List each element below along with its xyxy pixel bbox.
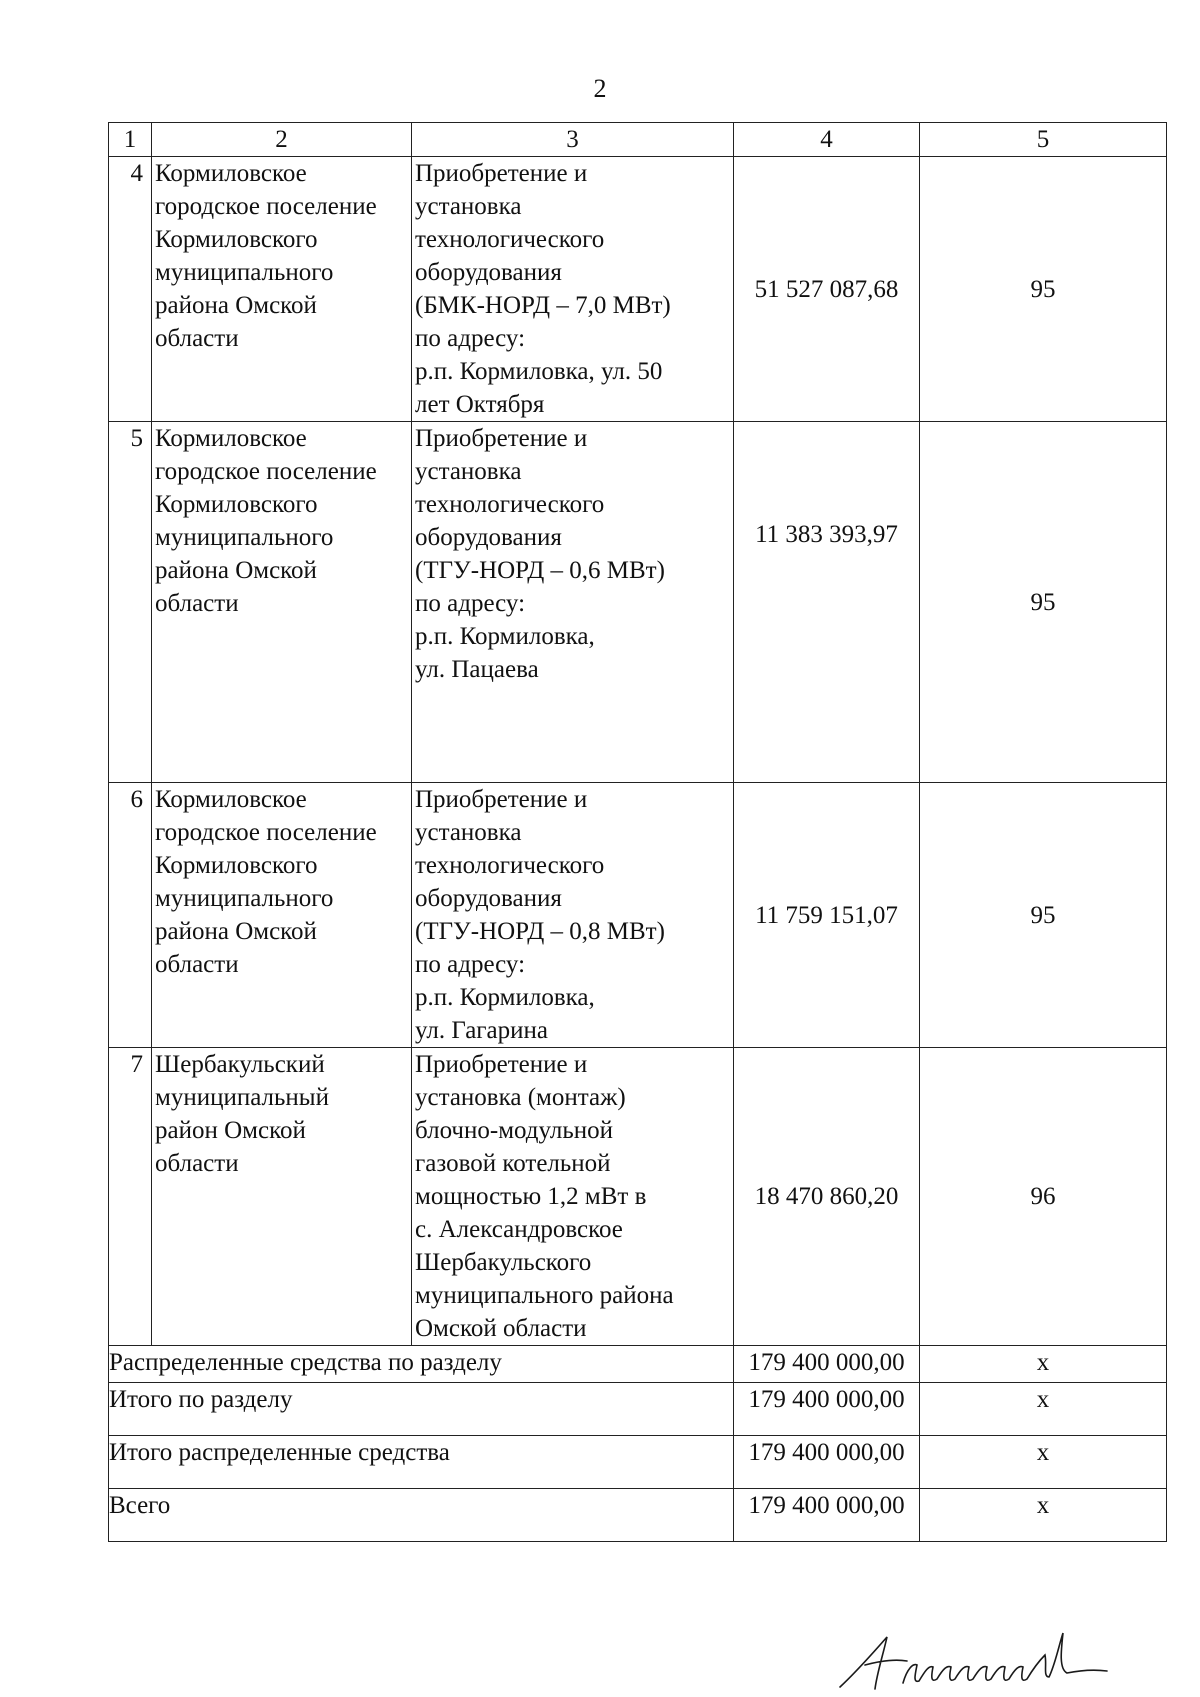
recipient-cell: Шербакульский муниципальный район Омской области: [152, 1048, 412, 1346]
summary-label: Итого по разделу: [109, 1383, 734, 1436]
header-col-2: 2: [152, 123, 412, 157]
header-col-5: 5: [920, 123, 1167, 157]
allocation-table: [108, 122, 1167, 1542]
row-number: 7: [109, 1048, 152, 1346]
share-cell: 95: [920, 783, 1167, 1048]
summary-mark: x: [920, 1436, 1167, 1489]
purpose-cell: Приобретение и установка технологического оборудования (ТГУ-НОРД – 0,6 МВт) по адресу: р.п. Кормиловка, ул. Пацаева: [412, 422, 734, 783]
share-cell: 96: [920, 1048, 1167, 1346]
table-row: [109, 422, 1167, 783]
header-col-4: 4: [734, 123, 920, 157]
table-row: [109, 783, 1167, 1048]
table-row: [109, 1048, 1167, 1346]
summary-row: [109, 1436, 1167, 1489]
amount-cell: 11 759 151,07: [734, 783, 920, 1048]
header-col-3: 3: [412, 123, 734, 157]
row-number: 6: [109, 783, 152, 1048]
summary-mark: x: [920, 1383, 1167, 1436]
share-cell: 95: [920, 157, 1167, 422]
handwritten-signature: [835, 1625, 1115, 1695]
page-number: 2: [593, 74, 607, 103]
recipient-cell: Кормиловское городское поселение Кормиловского муниципального района Омской области: [152, 157, 412, 422]
summary-amount: 179 400 000,00: [734, 1436, 920, 1489]
header-col-1: 1: [109, 123, 152, 157]
summary-mark: x: [920, 1489, 1167, 1542]
summary-row: [109, 1383, 1167, 1436]
purpose-cell: Приобретение и установка технологического оборудования (БМК-НОРД – 7,0 МВт) по адресу: р.п. Кормиловка, ул. 50 лет Октября: [412, 157, 734, 422]
summary-amount: 179 400 000,00: [734, 1346, 920, 1383]
summary-amount: 179 400 000,00: [734, 1489, 920, 1542]
share-cell: 95: [920, 422, 1167, 783]
recipient-cell: Кормиловское городское поселение Кормиловского муниципального района Омской области: [152, 422, 412, 783]
row-number: 4: [109, 157, 152, 422]
summary-row: [109, 1346, 1167, 1383]
table-header-row: [109, 123, 1167, 157]
summary-label: Распределенные средства по разделу: [109, 1346, 734, 1383]
summary-mark: x: [920, 1346, 1167, 1383]
amount-cell: 18 470 860,20: [734, 1048, 920, 1346]
summary-row: [109, 1489, 1167, 1542]
amount-cell: 51 527 087,68: [734, 157, 920, 422]
purpose-cell: Приобретение и установка технологического оборудования (ТГУ-НОРД – 0,8 МВт) по адресу: р.п. Кормиловка, ул. Гагарина: [412, 783, 734, 1048]
table-row: [109, 157, 1167, 422]
amount-cell: 11 383 393,97: [734, 422, 920, 783]
summary-amount: 179 400 000,00: [734, 1383, 920, 1436]
row-number: 5: [109, 422, 152, 783]
summary-label: Всего: [109, 1489, 734, 1542]
purpose-cell: Приобретение и установка (монтаж) блочно-модульной газовой котельной мощностью 1,2 мВт в с. Александровское Шербакульского муниципального района Омской области: [412, 1048, 734, 1346]
summary-label: Итого распределенные средства: [109, 1436, 734, 1489]
recipient-cell: Кормиловское городское поселение Кормиловского муниципального района Омской области: [152, 783, 412, 1048]
